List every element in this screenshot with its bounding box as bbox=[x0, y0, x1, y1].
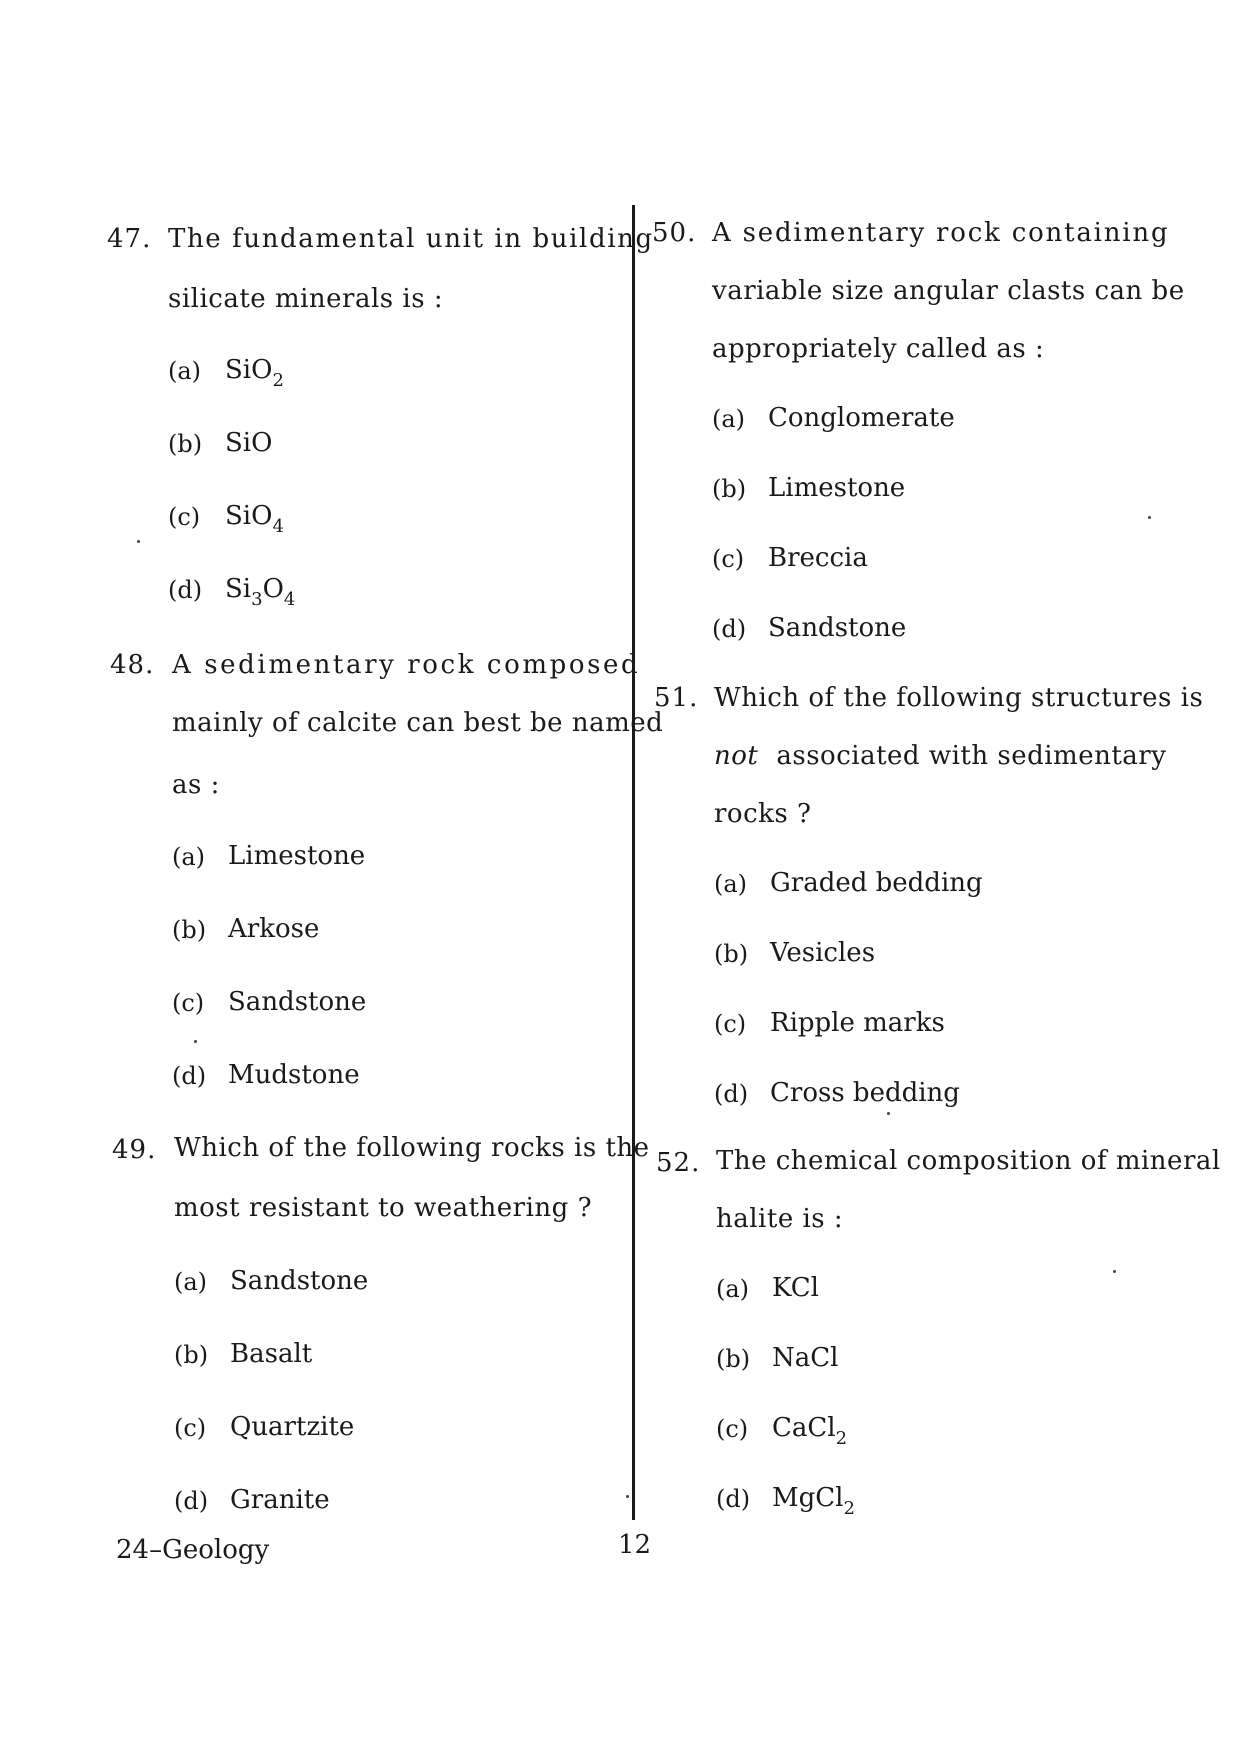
option-letter: (d) bbox=[174, 1487, 209, 1515]
scan-speck bbox=[1113, 1270, 1116, 1273]
option-text: Sandstone bbox=[228, 987, 367, 1017]
option-text: Limestone bbox=[768, 473, 906, 503]
question-stem-line: mainly of calcite can best be named bbox=[172, 708, 664, 738]
question-number: 51. bbox=[654, 683, 699, 713]
option-text: Quartzite bbox=[230, 1412, 355, 1442]
option-letter: (d) bbox=[168, 576, 203, 604]
option-letter: (c) bbox=[712, 545, 745, 573]
option-letter: (b) bbox=[716, 1345, 751, 1373]
question-stem-line: Which of the following rocks is the bbox=[174, 1133, 650, 1163]
question-number: 52. bbox=[656, 1148, 701, 1178]
option-letter: (a) bbox=[712, 405, 746, 433]
option-text: SiO$_2$ bbox=[225, 355, 284, 391]
question-stem-line: variable size angular clasts can be bbox=[712, 276, 1185, 306]
scan-speck bbox=[626, 1495, 629, 1498]
question-stem-line: halite is : bbox=[716, 1204, 844, 1234]
option-text: Sandstone bbox=[768, 613, 907, 643]
option-letter: (d) bbox=[172, 1062, 207, 1090]
question-number: 50. bbox=[652, 218, 697, 248]
option-text: Basalt bbox=[230, 1339, 313, 1369]
scan-speck bbox=[137, 540, 140, 543]
option-text: SiO bbox=[225, 428, 273, 458]
option-text: CaCl$_2$ bbox=[772, 1413, 848, 1449]
question-stem-line: The chemical composition of mineral bbox=[716, 1146, 1221, 1176]
option-text: Arkose bbox=[228, 914, 320, 944]
option-letter: (c) bbox=[716, 1415, 749, 1443]
option-letter: (b) bbox=[168, 430, 203, 458]
option-text: Mudstone bbox=[228, 1060, 360, 1090]
emphasis-not: not bbox=[714, 741, 759, 771]
question-stem-line: rocks ? bbox=[714, 799, 812, 829]
question-number: 47. bbox=[107, 224, 152, 254]
option-text: NaCl bbox=[772, 1343, 839, 1373]
column-divider bbox=[632, 205, 635, 1520]
option-letter: (a) bbox=[716, 1275, 750, 1303]
question-stem-line: A sedimentary rock composed bbox=[172, 650, 641, 680]
option-text: Sandstone bbox=[230, 1266, 369, 1296]
option-text: Vesicles bbox=[770, 938, 876, 968]
question-stem-line: A sedimentary rock containing bbox=[712, 218, 1170, 248]
question-number: 48. bbox=[110, 650, 155, 680]
option-letter: (a) bbox=[174, 1268, 208, 1296]
option-text: Cross bedding bbox=[770, 1078, 960, 1108]
option-text: SiO$_4$ bbox=[225, 501, 284, 537]
option-letter: (d) bbox=[716, 1485, 751, 1513]
option-letter: (a) bbox=[714, 870, 748, 898]
option-letter: (c) bbox=[172, 989, 205, 1017]
option-letter: (c) bbox=[174, 1414, 207, 1442]
option-text: Granite bbox=[230, 1485, 330, 1515]
question-stem-line: as : bbox=[172, 770, 220, 800]
question-stem-line: The fundamental unit in building bbox=[168, 224, 654, 254]
option-text: Breccia bbox=[768, 543, 868, 573]
question-number: 49. bbox=[112, 1135, 157, 1165]
option-letter: (d) bbox=[714, 1080, 749, 1108]
option-letter: (a) bbox=[172, 843, 206, 871]
option-letter: (c) bbox=[714, 1010, 747, 1038]
paper-code: 24–Geology bbox=[116, 1535, 270, 1565]
option-text: MgCl$_2$ bbox=[772, 1483, 855, 1519]
question-stem-line: appropriately called as : bbox=[712, 334, 1045, 364]
option-text: Graded bedding bbox=[770, 868, 983, 898]
option-letter: (b) bbox=[712, 475, 747, 503]
page-number: 12 bbox=[618, 1530, 652, 1560]
option-letter: (a) bbox=[168, 357, 202, 385]
question-stem-line: silicate minerals is : bbox=[168, 284, 444, 314]
option-letter: (c) bbox=[168, 503, 201, 531]
scan-speck bbox=[887, 1112, 890, 1115]
option-text: KCl bbox=[772, 1273, 819, 1303]
option-text: $Si_3O_4$ bbox=[225, 574, 296, 610]
question-stem-line: Which of the following structures is bbox=[714, 683, 1204, 713]
question-stem-line: most resistant to weathering ? bbox=[174, 1193, 593, 1223]
option-letter: (b) bbox=[714, 940, 749, 968]
scan-speck bbox=[1148, 516, 1151, 519]
option-text: Conglomerate bbox=[768, 403, 955, 433]
option-letter: (b) bbox=[172, 916, 207, 944]
option-letter: (b) bbox=[174, 1341, 209, 1369]
option-text: Ripple marks bbox=[770, 1008, 945, 1038]
option-letter: (d) bbox=[712, 615, 747, 643]
question-stem-line: not associated with sedimentary bbox=[714, 741, 1167, 771]
scan-speck bbox=[194, 1040, 197, 1043]
option-text: Limestone bbox=[228, 841, 366, 871]
